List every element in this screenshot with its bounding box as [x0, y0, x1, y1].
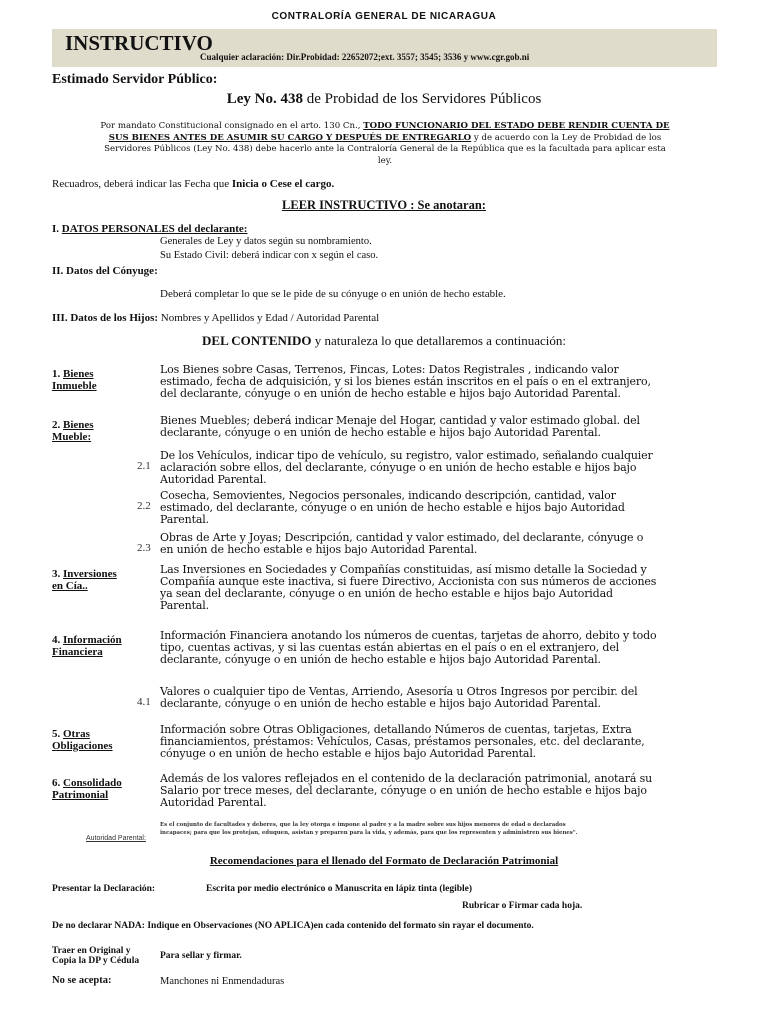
recuadros-text: Recuadros, deberá indicar las Fecha que [52, 178, 232, 190]
item-number: 4. [52, 634, 61, 646]
item-label [52, 634, 122, 658]
item-description-line: Compañía aunque este inactiva, si fuere Directivo, Accionista con sus números de acciones [160, 575, 657, 588]
item-description-line: declarante, cónyuge o en unión de hecho estable e hijos bajo Autoridad Parental. [160, 426, 601, 439]
spouse-instruction: Deberá completar lo que se le pide de su cónyuge o en unión de hecho estable. [160, 288, 506, 300]
item-label-line-1: Bienes [63, 368, 94, 380]
mandate-text-c: SUS BIENES ANTES DE ASUMIR SU CARGO Y DESPUÉS DE ENTREGARLO [108, 132, 472, 143]
no-declarar-note [52, 921, 534, 931]
personal-data-line-2: Su Estado Civil: deberá indicar con x según el caso. [160, 250, 379, 261]
presentar-text: Escrita por medio electrónico o Manuscrita en lápiz tinta (legible) [206, 884, 473, 894]
contenido-rest: y naturaleza lo que detallaremos a continuación: [311, 333, 566, 348]
item-description-line: Los Bienes sobre Casas, Terrenos, Fincas, Lotes: Datos Registrales , indicando valor [160, 363, 619, 376]
section-i-prefix: I. [52, 223, 62, 235]
item-sub-number: 2.1 [137, 460, 151, 472]
law-number: Ley No. 438 [226, 91, 303, 107]
autoridad-parental-label: Autoridad Parental: [86, 835, 146, 842]
item-label-line-1: Otras [63, 728, 90, 740]
contact-info: Cualquier aclaración: Dir.Probidad: 22652072;ext. 3557; 3545; 3536 y www.cgr.gob.ni [200, 52, 530, 62]
item-description-line: Autoridad Parental. [160, 473, 267, 486]
title-banner [52, 29, 717, 67]
item-description [160, 564, 720, 612]
section-personal-data-heading [52, 223, 247, 235]
item-label-line-2: en Cía.. [52, 580, 88, 592]
item-label [52, 777, 122, 801]
item-description-line: Información Financiera anotando los números de cuentas, tarjetas de ahorro, debito y todo [160, 629, 657, 642]
item-label [52, 419, 94, 443]
item-description-line: cónyuge o en unión de hecho estable e hijos bajo Autoridad Parental. [160, 747, 537, 760]
item-description-line: De los Vehículos, indicar tipo de vehículo, su registro, valor estimado, señalando cualquier [160, 449, 653, 462]
rubricar-text: Rubricar o Firmar cada hoja. [462, 901, 583, 911]
presentar-label: Presentar la Declaración: [52, 884, 156, 894]
item-description-line: aclaración sobre ellos, del declarante, cónyuge o en unión de hecho estable e hijos bajo [160, 461, 637, 474]
item-number: 6. [52, 777, 61, 789]
no-acepta-label: No se acepta: [52, 975, 112, 986]
personal-data-line-1: Generales de Ley y datos según su nombramiento. [160, 236, 372, 247]
item-label-line-2: Financiera [52, 646, 103, 658]
autoridad-definition-line-2: incapaces; para que los protejan, eduquen, asistan y preparen para la vida, y además, para que los representen y administren sus bienes". [160, 830, 578, 836]
item-description-line: Obras de Arte y Joyas; Descripción, cantidad y valor estimado, del declarante, cónyuge o [160, 531, 644, 544]
leer-instructivo-heading: LEER INSTRUCTIVO : Se anotaran: [282, 198, 486, 212]
greeting: Estimado Servidor Público: [52, 72, 218, 87]
item-description-line: en unión de hecho estable e hijos bajo Autoridad Parental. [160, 543, 478, 556]
item-description-line: declarante, cónyuge o en unión de hecho estable e hijos bajo Autoridad Parental. [160, 697, 601, 710]
traer-label-line-2: Copia la DP y Cédula [52, 956, 140, 966]
contenido-bold: DEL CONTENIDO [202, 333, 312, 348]
mandate-text-b: TODO FUNCIONARIO DEL ESTADO DEBE RENDIR CUENTA DE [363, 121, 670, 131]
contenido-heading [0, 333, 768, 349]
item-description-line: ya sean del declarante, cónyuge o en unión de hecho estable e hijos bajo Autoridad [160, 587, 613, 600]
item-description [160, 724, 720, 760]
item-description-line: tipo, cuentas activas, y si las cuentas están abiertas en el país o en el extranjero, del [160, 641, 620, 654]
item-description-line: Información sobre Otras Obligaciones, detallando Números de cuentas, tarjetas, Extra [160, 723, 632, 736]
traer-text: Para sellar y firmar. [160, 951, 242, 961]
item-description [160, 532, 720, 556]
item-description-line: del declarante, cónyuge o en unión de hecho estable e hijos bajo Autoridad Parental. [160, 387, 621, 400]
item-sub-number: 2.3 [137, 542, 151, 554]
item-label-line-1: Consolidado [63, 777, 122, 789]
mandate-text-f: ley. [377, 155, 393, 166]
no-acepta-text: Manchones ni Enmendaduras [160, 976, 285, 987]
item-description [160, 490, 720, 526]
item-number: 1. [52, 368, 61, 380]
section-spouse-heading: II. Datos del Cónyuge: [52, 265, 158, 277]
item-label [52, 568, 117, 592]
item-label-line-2: Inmueble [52, 380, 97, 392]
item-description-line: Además de los valores reflejados en el contenido de la declaración patrimonial, anotará su [160, 772, 653, 785]
section-children-heading [52, 312, 379, 324]
mandate-text-d: y de acuerdo con la Ley de Probidad de los [471, 132, 662, 143]
item-description-line: Parental. [160, 599, 209, 612]
item-description [160, 630, 720, 666]
item-label [52, 368, 97, 392]
mandate-text-e: Servidores Públicos (Ley No. 438) debe hacerlo ante la Contraloría General de la República que es la facultada para aplicar esta [104, 144, 666, 154]
item-description-line: estimado, del declarante, cónyuge o en unión de hecho estable e hijos bajo Autoridad [160, 501, 625, 514]
item-description [160, 450, 720, 486]
item-description-line: Valores o cualquier tipo de Ventas, Arriendo, Asesoría u Otros Ingresos por percibir. del [160, 685, 638, 698]
item-sub-number: 4.1 [137, 696, 151, 708]
item-label-line-2: Obligaciones [52, 740, 113, 752]
item-description-line: declarante, cónyuge o en unión de hecho estable e hijos bajo Autoridad Parental. [160, 653, 601, 666]
item-number: 3. [52, 568, 61, 580]
item-number: 5. [52, 728, 61, 740]
section-iii-text: Nombres y Apellidos y Edad / Autoridad Parental [160, 312, 380, 324]
organization-name: CONTRALORÍA GENERAL DE NICARAGUA [271, 11, 497, 22]
traer-label-line-1: Traer en Original y [52, 946, 131, 956]
item-description-line: financiamientos, préstamos: Vehículos, Casas, préstamos personales, etc. del declarante, [160, 735, 645, 748]
item-label-line-2: Patrimonial [52, 789, 109, 801]
item-description-line: Bienes Muebles; deberá indicar Menaje del Hogar, cantidad y valor estimado global. del [160, 414, 640, 427]
recuadros-bold: Inicia o Cese el cargo. [231, 178, 335, 190]
item-sub-number: 2.2 [137, 500, 151, 512]
item-label-line-1: Bienes [63, 419, 94, 431]
item-description [160, 773, 720, 809]
item-description-line: Cosecha, Semovientes, Negocios personales, indicando descripción, cantidad, valor [160, 489, 616, 502]
item-label-line-2: Mueble: [52, 431, 92, 443]
recuadros-note [52, 178, 334, 190]
mandate-paragraph [54, 121, 716, 167]
no-declarar-label: De no declarar NADA: [52, 921, 148, 931]
item-description [160, 415, 720, 439]
item-description-line: Autoridad Parental. [160, 796, 267, 809]
autoridad-definition-line-1: Es el conjunto de facultades y deberes, que la ley otorga e impone al padre y a la madre sobre sus hijos menores de edad o declarados [160, 822, 566, 828]
item-label [52, 728, 113, 752]
item-description-line: Las Inversiones en Sociedades y Compañías constituidas, así mismo detalle la Sociedad y [160, 563, 647, 576]
section-i-title: DATOS PERSONALES del declarante: [61, 223, 248, 235]
document-title: INSTRUCTIVO [65, 31, 213, 55]
item-label-line-1: Información [63, 634, 122, 646]
section-iii-title: III. Datos de los Hijos: [52, 312, 161, 324]
no-declarar-text: Indique en Observaciones (NO APLICA)en cada contenido del formato sin rayar el documento. [147, 921, 534, 931]
item-description [160, 364, 720, 400]
recomendaciones-heading: Recomendaciones para el llenado del Formato de Declaración Patrimonial [209, 855, 559, 867]
traer-label [52, 946, 139, 966]
law-heading [0, 91, 768, 108]
item-label-line-1: Inversiones [63, 568, 117, 580]
law-name: de Probidad de los Servidores Públicos [302, 91, 542, 107]
item-description-line: Salario por trece meses, del declarante, cónyuge o en unión de hecho estable e hijos bajo [160, 784, 647, 797]
item-description-line: Parental. [160, 513, 209, 526]
item-description-line: estimado, fecha de adquisición, y si los bienes están inscritos en el país o en el extranjero, [160, 375, 651, 388]
item-number: 2. [52, 419, 61, 431]
item-description [160, 686, 720, 710]
mandate-text-a: Por mandato Constitucional consignado en el arto. 130 Cn., [100, 121, 361, 131]
autoridad-parental-definition [160, 821, 720, 837]
